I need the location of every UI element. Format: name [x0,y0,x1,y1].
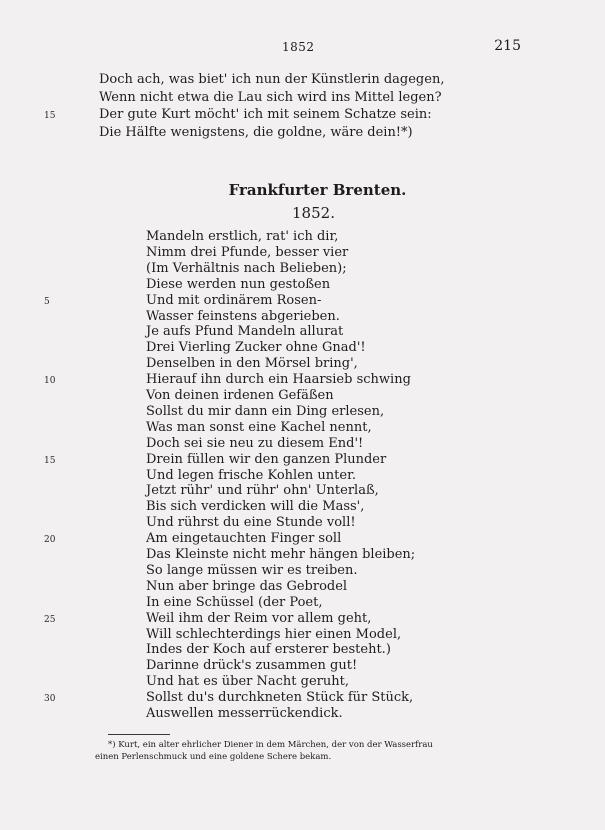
line-number: 30 [44,694,56,705]
poem-line: Weil ihm der Reim vor allem geht, [146,610,372,626]
line-number: 10 [44,376,56,387]
line-number: 25 [44,614,56,625]
running-header-year: 1852 [282,40,315,54]
footnote-line-1: *) Kurt, ein alter ehrlicher Diener in dem Märchen, der von der Wasserfrau [108,740,433,750]
poem-line: So lange müssen wir es treiben. [146,562,358,578]
poem-line: Bis sich verdicken will die Mass', [146,499,365,515]
poem-line: Was man sonst eine Kachel nennt, [146,419,372,435]
poem-line: Auswellen messerrückendick. [146,706,343,721]
poem-year: 1852. [292,204,335,222]
line-number: 5 [44,296,50,307]
poem-line: Wasser feinstens abgerieben. [146,308,340,324]
poem-line: Darinne drück's zusammen gut! [146,658,358,674]
poem-line: Nimm drei Pfunde, besser vier [146,244,349,260]
verse-line: Wenn nicht etwa die Lau sich wird ins Mittel legen? [99,89,442,105]
poem-line: Drei Vierling Zucker ohne Gnad'! [146,340,366,356]
poem-line: Sollst du's durchkneten Stück für Stück, [146,690,414,706]
verse-line: Die Hälfte wenigstens, die goldne, wäre dein!*) [99,124,413,140]
poem-line: Mandeln erstlich, rat' ich dir, [146,229,339,244]
line-number: 15 [44,111,56,121]
poem-line: Nun aber bringe das Gebrodel [146,578,348,594]
poem-line: Doch sei sie neu zu diesem End'! [146,435,364,451]
poem-line: Und hat es über Nacht geruht, [146,674,349,690]
poem-line: Will schlechterdings hier einen Model, [146,626,402,642]
line-number: 15 [44,455,56,466]
poem-line: Und rührst du eine Stunde voll! [146,515,356,531]
poem-line: Sollst du mir dann ein Ding erlesen, [146,403,385,419]
poem-line: Denselben in den Mörsel bring', [146,356,358,372]
page-number: 215 [494,38,521,54]
poem-line: Je aufs Pfund Mandeln allurat [146,324,344,340]
poem-line: (Im Verhältnis nach Belieben); [146,260,347,276]
poem-line: Hierauf ihn durch ein Haarsieb schwing [146,372,411,388]
poem-line: Jetzt rühr' und rühr' ohn' Unterlaß, [146,483,379,499]
footnote-line-2: einen Perlenschmuck und eine goldene Schere bekam. [95,752,332,762]
poem-line: Diese werden nun gestoßen [146,276,331,292]
poem-line: Von deinen irdenen Gefäßen [146,388,334,403]
verse-line: Der gute Kurt möcht' ich mit seinem Schatze sein: [99,107,432,122]
poem-line: Das Kleinste nicht mehr hängen bleiben; [146,547,416,562]
poem-line: Und mit ordinärem Rosen- [146,292,322,308]
verse-line: Doch ach, was biet' ich nun der Künstlerin dagegen, [99,72,445,87]
footnote-rule [108,734,170,735]
poem-line: Drein füllen wir den ganzen Plunder [146,451,387,467]
line-number: 20 [44,535,56,546]
poem-line: In eine Schüssel (der Poet, [146,594,323,610]
poem-line: Und legen frische Kohlen unter. [146,467,356,483]
poem-title: Frankfurter Brenten. [228,181,407,199]
poem-line: Am eingetauchten Finger soll [146,531,342,547]
poem-line: Indes der Koch auf ersterer besteht.) [146,642,391,658]
